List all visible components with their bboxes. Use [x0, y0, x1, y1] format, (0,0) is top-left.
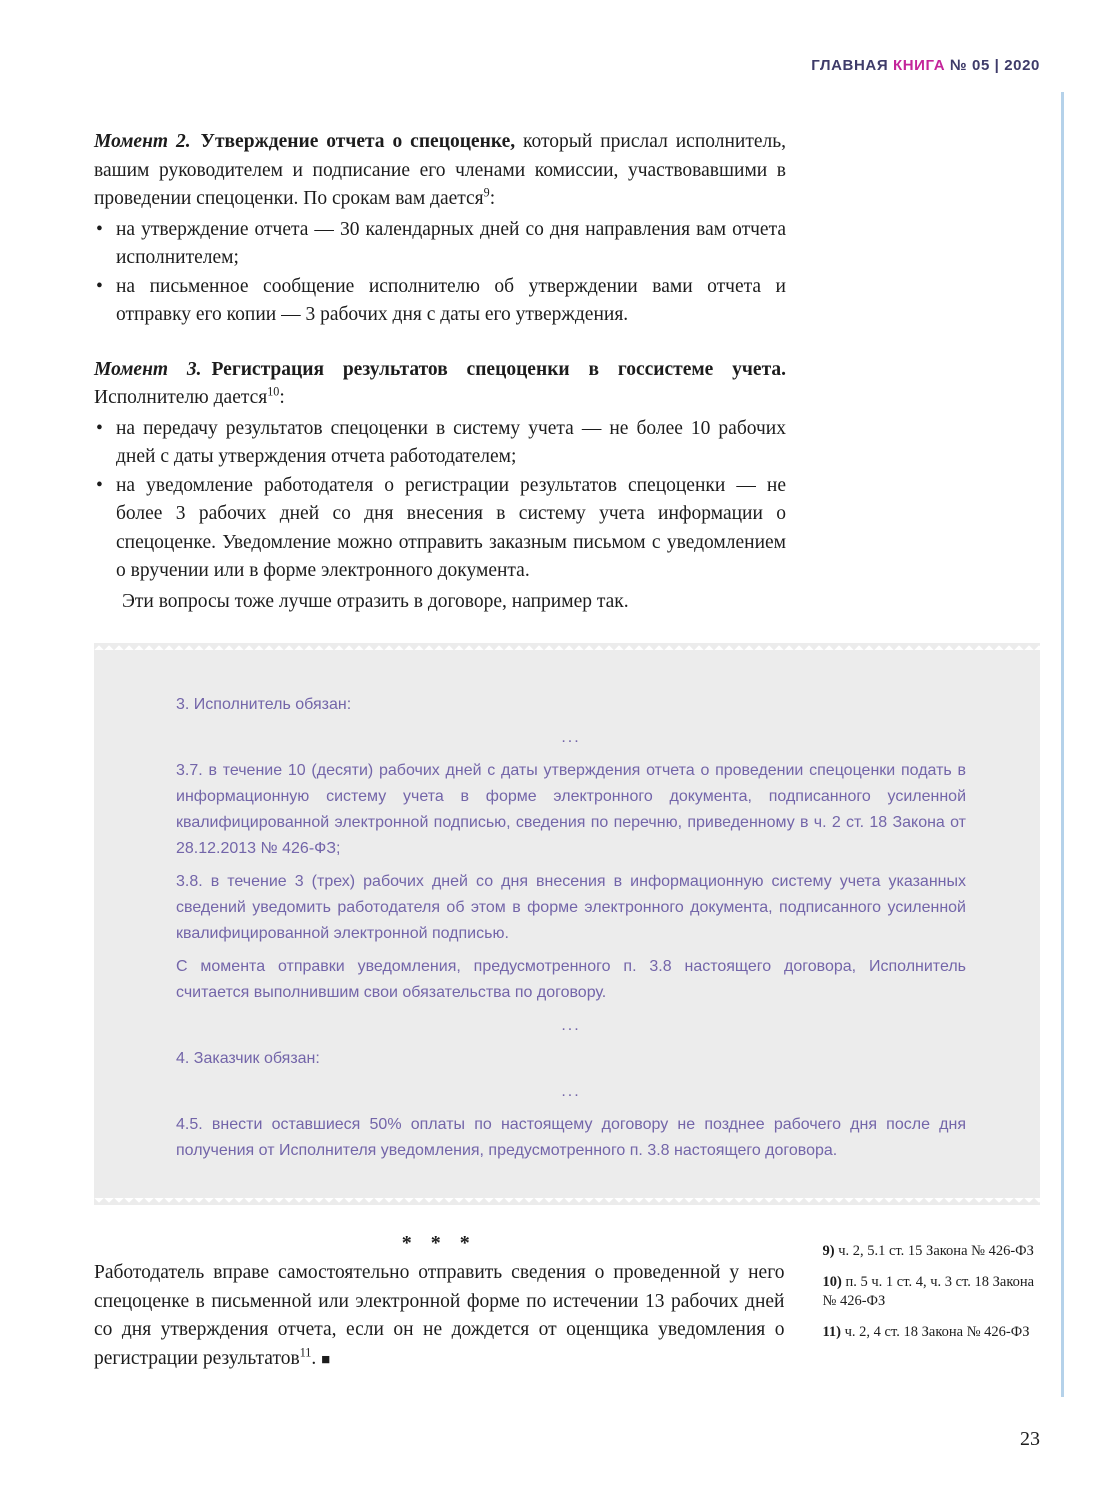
- excerpt-ellipsis: ...: [561, 1017, 581, 1034]
- final-text: Работодатель вправе самостоятельно отправить сведения о проведенной у него спецоценке в письменной или электронной форме по истечении 13 рабочих дней со дня утверждения отчета, если он не дождется от оценщика уведомления о регистрации результатов: [94, 1262, 785, 1369]
- footnotes-column: [822, 1232, 1040, 1353]
- moment-2-paragraph: [94, 128, 786, 214]
- final-column: [94, 1232, 784, 1374]
- page-edge-rule: [1061, 92, 1064, 1397]
- moment-3-title: Регистрация результатов спецоценки в госсистеме учета.: [211, 358, 787, 380]
- footnote-number: 10): [822, 1273, 842, 1290]
- footnote-ref-11: 11: [299, 1345, 312, 1359]
- brand-name-dark: ГЛАВНАЯ: [811, 57, 893, 74]
- footnote-ref-9: 9: [483, 185, 490, 200]
- excerpt-ellipsis: ...: [561, 1083, 581, 1100]
- moment-3-paragraph: [94, 356, 786, 413]
- footnote-ref-10: 10: [267, 384, 280, 399]
- footnote-number: 11): [822, 1323, 842, 1340]
- footnote-item: [822, 1323, 1040, 1343]
- footnote-text: п. 5 ч. 1 ст. 4, ч. 3 ст. 18 Закона № 426-ФЗ: [822, 1273, 1035, 1309]
- final-period: .: [311, 1347, 317, 1369]
- moment-3-label: Момент 3.: [94, 358, 202, 380]
- excerpt-paragraph: 4.5. внести оставшиеся 50% оплаты по настоящему договору не позднее рабочего дня после дня получения от Исполнителя уведомления, предусмотренного п. 3.8 настоящего договора.: [176, 1116, 966, 1159]
- footnote-item: [822, 1273, 1040, 1312]
- section-separator: * * *: [401, 1232, 477, 1254]
- footnote-text: ч. 2, 4 ст. 18 Закона № 426-ФЗ: [844, 1323, 1030, 1340]
- moment-3-closing: Эти вопросы тоже лучше отразить в договоре, например так.: [122, 590, 629, 612]
- footnote-text: ч. 2, 5.1 ст. 15 Закона № 426-ФЗ: [838, 1243, 1034, 1259]
- brand-name-accent: КНИГА: [892, 57, 946, 74]
- end-mark: ■: [321, 1351, 331, 1368]
- moment-3-bullets: [94, 415, 786, 586]
- footnote-number: 9): [822, 1243, 835, 1259]
- moment-2-section: [94, 128, 1040, 330]
- issue-label: № 05 | 2020: [945, 57, 1040, 74]
- article-content: [94, 128, 1040, 1374]
- excerpt-paragraph: 3.7. в течение 10 (десяти) рабочих дней с даты утверждения отчета о проведении спецоценки подать в информационную систему учета в форме электронного документа, подписанного усиленной квалифицированной электронной подписью, сведения по перечню, приведенному в ч. 2 ст. 18 Закона от 28.12.2013 № 426-ФЗ;: [176, 762, 966, 857]
- moment-2-colon: :: [489, 188, 496, 209]
- moment-2-label: Момент 2.: [94, 131, 191, 152]
- excerpt-ellipsis: ...: [561, 729, 581, 746]
- bullet-item: • на передачу результатов спецоценки в систему учета — не более 10 рабочих дней с даты утверждения отчета работодателем;: [94, 415, 786, 472]
- page-number: 23: [1020, 1428, 1040, 1450]
- moment-2-title: Утверждение отчета о спецоценке,: [200, 131, 516, 152]
- bullet-item: • на уведомление работодателя о регистрации результатов спецоценки — не более 3 рабочих дней со дня внесения в систему учета информации о спецоценке. Уведомление можно отправить заказным письмом с уведомлением о вручении или в форме электронного документа.: [94, 472, 786, 586]
- final-section: [94, 1232, 1040, 1374]
- excerpt-heading: 4. Заказчик обязан:: [176, 1050, 320, 1067]
- final-paragraph: [94, 1259, 784, 1374]
- moment-3-intro: Исполнителю дается: [94, 387, 268, 408]
- page-header: [811, 57, 1040, 74]
- bullet-item: • на утверждение отчета — 30 календарных дней со дня направления вам отчета исполнителем;: [94, 216, 786, 273]
- footnote-item: [822, 1242, 1040, 1262]
- moment-3-section: [94, 356, 1040, 617]
- contract-excerpt-box: [94, 650, 1040, 1198]
- excerpt-heading: 3. Исполнитель обязан:: [176, 696, 352, 713]
- moment-2-intro: который прислал исполнитель, вашим руководителем и подписание его членами комиссии, участвовавшими в проведении спецоценки. По срокам вам дается: [94, 131, 787, 209]
- moment-2-bullets: [94, 216, 786, 330]
- excerpt-paragraph: 3.8. в течение 3 (трех) рабочих дней со дня внесения в информационную систему учета указанных сведений уведомить работодателя об этом в форме электронного документа, подписанного усиленной квалифицированной электронной подписью.: [176, 873, 966, 942]
- moment-3-colon: :: [279, 387, 285, 408]
- excerpt-paragraph: С момента отправки уведомления, предусмотренного п. 3.8 настоящего договора, Исполнитель считается выполнившим свои обязательства по договору.: [176, 958, 966, 1001]
- bullet-item: • на письменное сообщение исполнителю об утверждении вами отчета и отправку его копии — 3 рабочих дня с даты его утверждения.: [94, 273, 786, 330]
